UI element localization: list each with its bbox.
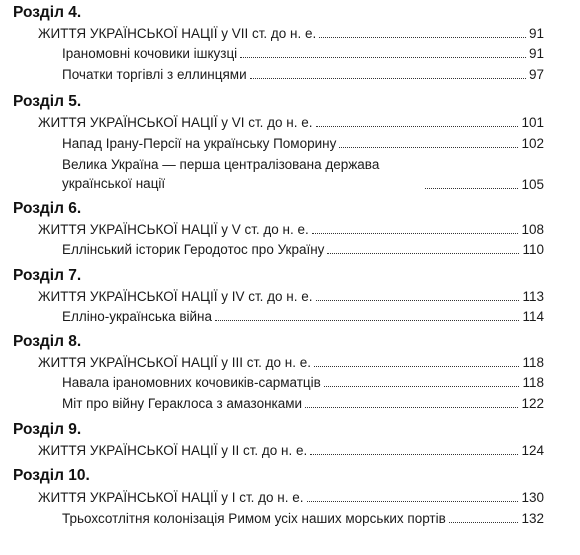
toc-entry[interactable] — [62, 45, 544, 62]
toc-entry[interactable] — [38, 288, 544, 305]
dot-leader — [307, 500, 519, 502]
section-heading-6: Розділ 6. — [13, 200, 82, 217]
entry-title: ЖИТТЯ УКРАЇНСЬКОЇ НАЦІЇ у II ст. до н. е. — [38, 443, 308, 458]
entry-title: Міт про війну Гераклоса з амазонками — [62, 396, 303, 411]
toc-entry[interactable] — [38, 114, 544, 131]
dot-leader — [240, 56, 526, 58]
entry-title: Іраномовні кочовики ішкузці — [62, 46, 238, 61]
dot-leader — [449, 521, 519, 523]
entry-title: ЖИТТЯ УКРАЇНСЬКОЇ НАЦІЇ у VI ст. до н. е. — [38, 115, 313, 130]
dot-leader — [312, 232, 519, 234]
section-heading-4: Розділ 4. — [13, 4, 82, 21]
page-number: 122 — [521, 396, 544, 411]
entry-title: Елліно-українська війна — [62, 309, 213, 324]
entry-title: Еллінський історик Геродотос про Україну — [62, 242, 325, 257]
toc-entry[interactable] — [38, 489, 544, 506]
page-number: 91 — [528, 26, 544, 41]
toc-entry[interactable] — [62, 308, 544, 325]
toc-entry[interactable] — [62, 155, 544, 193]
dot-leader — [324, 385, 520, 387]
dot-leader — [314, 365, 519, 367]
dot-leader — [319, 36, 526, 38]
entry-title: ЖИТТЯ УКРАЇНСЬКОЇ НАЦІЇ у V ст. до н. е. — [38, 222, 309, 237]
section-heading-9: Розділ 9. — [13, 421, 82, 438]
page-number: 130 — [521, 490, 544, 505]
dot-leader — [425, 187, 518, 189]
page-number: 101 — [521, 115, 544, 130]
page-number: 118 — [522, 375, 544, 390]
page-number: 105 — [521, 177, 544, 192]
dot-leader — [250, 77, 526, 79]
toc-entry[interactable] — [62, 241, 544, 258]
entry-title: Велика Україна — перша централізована держава української нації — [62, 157, 380, 191]
section-heading-7: Розділ 7. — [13, 267, 82, 284]
page-number: 102 — [521, 136, 544, 151]
section-heading-10: Розділ 10. — [13, 467, 90, 484]
page-number: 113 — [522, 289, 544, 304]
entry-title: ЖИТТЯ УКРАЇНСЬКОЇ НАЦІЇ у IV ст. до н. е. — [38, 289, 313, 304]
page-number: 91 — [528, 46, 544, 61]
toc-entry[interactable] — [62, 66, 544, 83]
toc-entry[interactable] — [62, 135, 544, 152]
dot-leader — [305, 406, 518, 408]
toc-entry[interactable] — [38, 442, 544, 459]
entry-title: Навала іраномовних кочовиків-сарматців — [62, 375, 321, 390]
toc-entry[interactable] — [38, 221, 544, 238]
page-number: 132 — [521, 511, 544, 526]
section-heading-8: Розділ 8. — [13, 333, 82, 350]
entry-title: Напад Ірану-Персії на українську Поморину — [62, 136, 337, 151]
toc-entry[interactable] — [62, 395, 544, 412]
page-number: 108 — [521, 222, 544, 237]
page-number: 114 — [522, 309, 544, 324]
page-number: 118 — [522, 355, 544, 370]
dot-leader — [316, 125, 519, 127]
page-number: 97 — [528, 67, 544, 82]
toc-entry[interactable] — [38, 354, 544, 371]
entry-title: ЖИТТЯ УКРАЇНСЬКОЇ НАЦІЇ у III ст. до н. е. — [38, 355, 312, 370]
toc-entry[interactable] — [38, 25, 544, 42]
dot-leader — [310, 453, 518, 455]
entry-title: ЖИТТЯ УКРАЇНСЬКОЇ НАЦІЇ у І ст. до н. е. — [38, 490, 304, 505]
page-number: 110 — [522, 242, 544, 257]
toc-entry[interactable] — [62, 510, 544, 527]
dot-leader — [316, 299, 520, 301]
entry-title: Початки торгівлі з еллинцями — [62, 67, 247, 82]
section-heading-5: Розділ 5. — [13, 93, 82, 110]
entry-title: ЖИТТЯ УКРАЇНСЬКОЇ НАЦІЇ у VII ст. до н. е. — [38, 26, 317, 41]
entry-title: Трьохсотлітня колонізація Римом усіх наших морських портів — [62, 511, 446, 526]
page-number: 124 — [521, 443, 544, 458]
dot-leader — [215, 319, 519, 321]
dot-leader — [339, 146, 518, 148]
dot-leader — [327, 252, 519, 254]
toc-entry[interactable] — [62, 374, 544, 391]
